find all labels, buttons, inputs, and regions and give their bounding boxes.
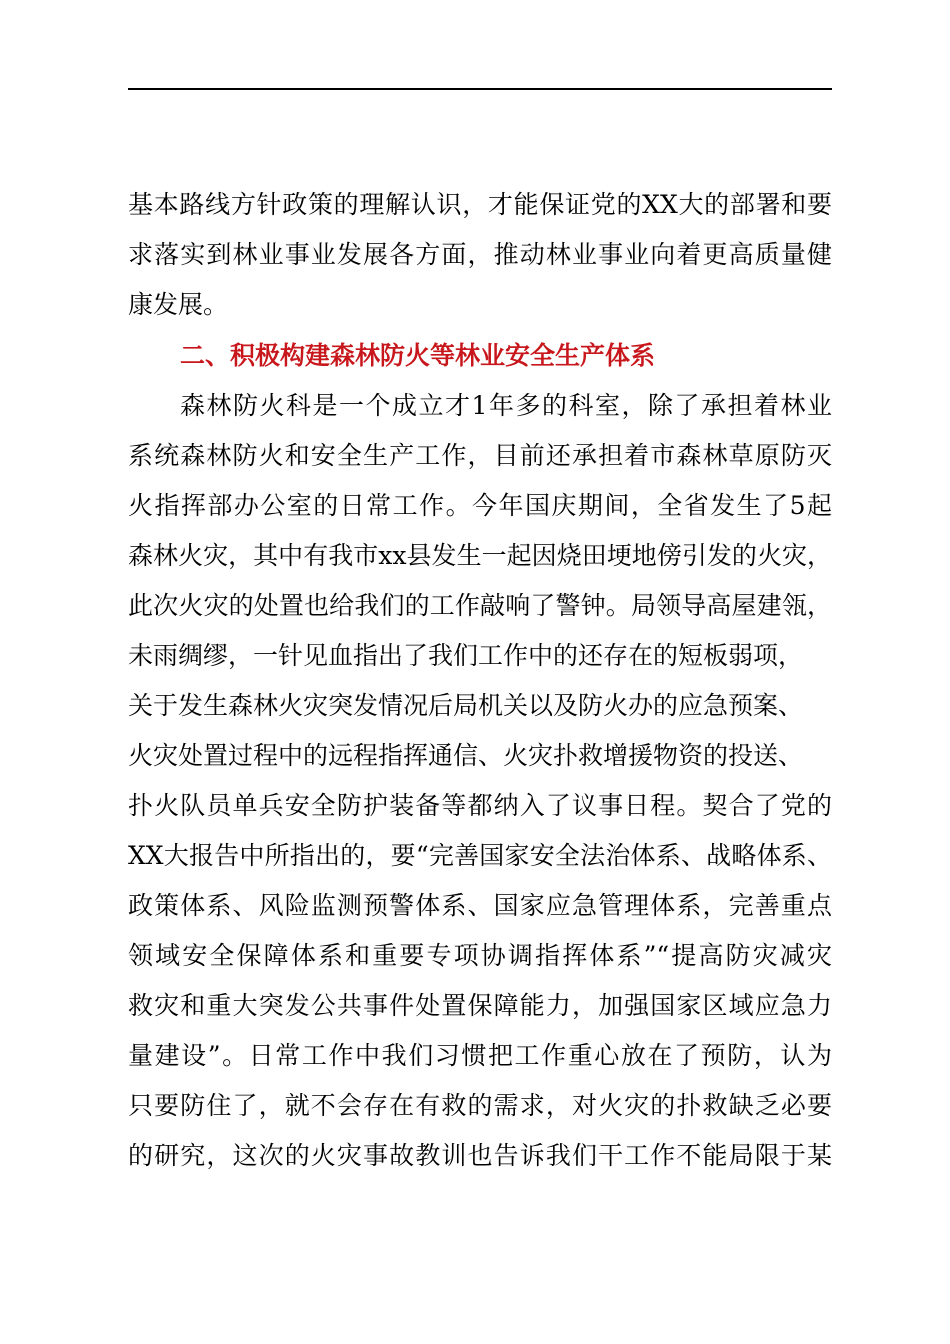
text-line: 只要防住了，就不会存在有救的需求，对火灾的扑救缺乏必要 xyxy=(128,1091,832,1120)
text-line: 森林火灾，其中有我市xx县发生一起因烧田埂地傍引发的火灾， xyxy=(128,541,832,570)
text-line: 政策体系、风险监测预警体系、国家应急管理体系，完善重点 xyxy=(128,891,832,920)
text-line: 基本路线方针政策的理解认识，才能保证党的XX大的部署和要 xyxy=(128,190,832,219)
text-line: XX大报告中所指出的，要“完善国家安全法治体系、战略体系、 xyxy=(128,841,832,870)
text-line: 扑火队员单兵安全防护装备等都纳入了议事日程。契合了党的 xyxy=(128,791,832,820)
header-rule xyxy=(128,88,832,90)
text-line: 求落实到林业事业发展各方面，推动林业事业向着更高质量健 xyxy=(128,240,832,269)
text-line: 康发展。 xyxy=(128,290,229,319)
text-line: 火灾处置过程中的远程指挥通信、火灾扑救增援物资的投送、 xyxy=(128,741,804,770)
text-line: 此次火灾的处置也给我们的工作敲响了警钟。局领导高屋建瓴， xyxy=(128,591,832,620)
text-line: 领域安全保障体系和重要专项协调指挥体系”“提高防灾减灾 xyxy=(128,941,832,970)
section-heading: 二、积极构建森林防火等林业安全生产体系 xyxy=(180,341,656,370)
text-line: 的研究，这次的火灾事故教训也告诉我们干工作不能局限于某 xyxy=(128,1141,832,1170)
text-line: 系统森林防火和安全生产工作，目前还承担着市森林草原防灭 xyxy=(128,441,832,470)
text-line: 关于发生森林火灾突发情况后局机关以及防火办的应急预案、 xyxy=(128,691,804,720)
text-line: 量建设”。日常工作中我们习惯把工作重心放在了预防，认为 xyxy=(128,1041,832,1070)
text-line: 未雨绸缪，一针见血指出了我们工作中的还存在的短板弱项， xyxy=(128,641,804,670)
text-line: 火指挥部办公室的日常工作。今年国庆期间，全省发生了5起 xyxy=(128,491,832,520)
text-line: 森林防火科是一个成立才1年多的科室，除了承担着林业 xyxy=(180,391,832,420)
text-line: 救灾和重大突发公共事件处置保障能力，加强国家区域应急力 xyxy=(128,991,832,1020)
